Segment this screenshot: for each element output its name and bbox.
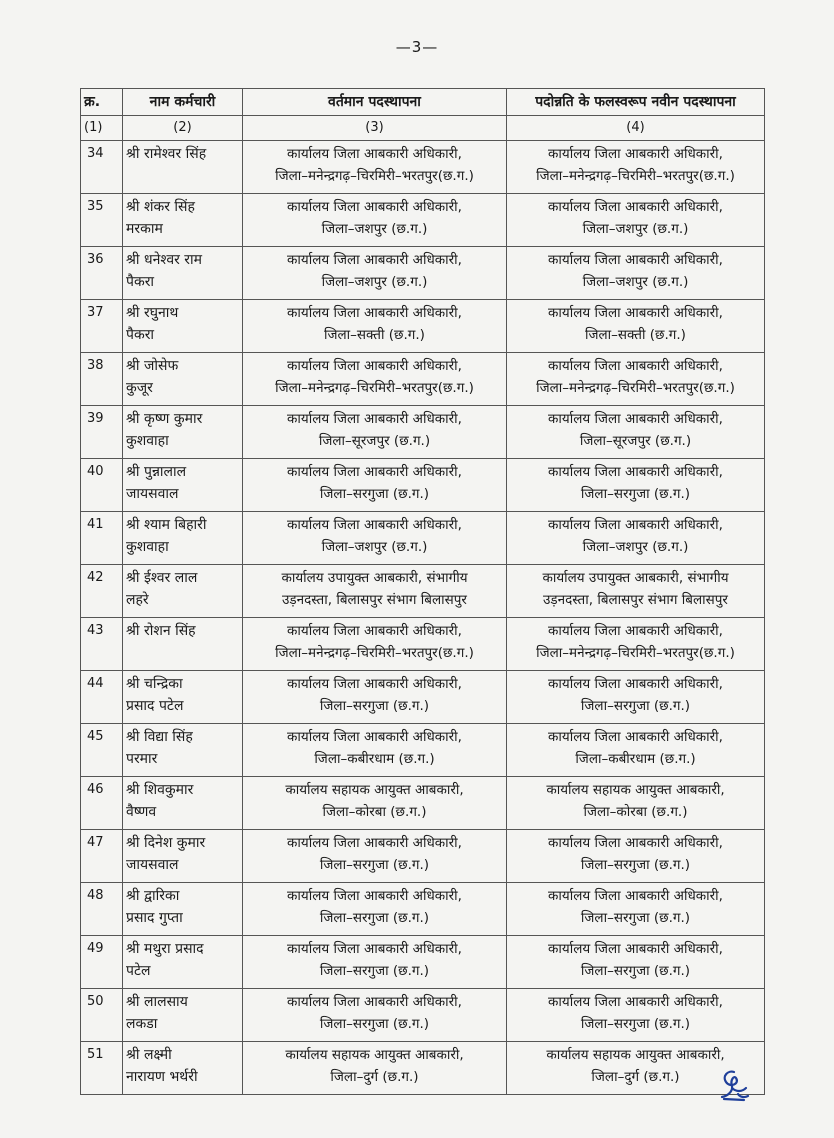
cell-line: जिला–दुर्ग (छ.ग.) bbox=[591, 1069, 680, 1085]
current-posting-cell bbox=[243, 406, 507, 459]
current-posting-cell bbox=[243, 141, 507, 194]
cell-line: जिला–सरगुजा (छ.ग.) bbox=[319, 857, 430, 873]
current-posting-cell bbox=[243, 830, 507, 883]
employee-name-cell bbox=[123, 724, 243, 777]
cell-line: जिला–सरगुजा (छ.ग.) bbox=[580, 857, 691, 873]
employee-name-cell bbox=[123, 459, 243, 512]
table-row bbox=[81, 671, 765, 724]
cell-line: श्री विद्या सिंह bbox=[126, 729, 193, 745]
cell-line: श्री लालसाय bbox=[126, 994, 188, 1010]
current-posting-cell bbox=[243, 989, 507, 1042]
serial-number-cell: 43 bbox=[81, 618, 123, 671]
new-posting-cell bbox=[507, 883, 765, 936]
cell-line: कार्यालय सहायक आयुक्त आबकारी, bbox=[546, 782, 725, 798]
cell-line: कार्यालय जिला आबकारी अधिकारी, bbox=[548, 729, 723, 745]
cell-line: कार्यालय जिला आबकारी अधिकारी, bbox=[287, 305, 462, 321]
table-row bbox=[81, 141, 765, 194]
table-header-row bbox=[81, 89, 765, 116]
cell-line: श्री रघुनाथ bbox=[126, 305, 179, 321]
cell-line: कार्यालय जिला आबकारी अधिकारी, bbox=[287, 411, 462, 427]
cell-line: जिला–जशपुर (छ.ग.) bbox=[582, 274, 689, 290]
cell-line: श्री रोशन सिंह bbox=[126, 623, 196, 639]
cell-line: जिला–सरगुजा (छ.ग.) bbox=[580, 963, 691, 979]
employee-name-cell bbox=[123, 353, 243, 406]
cell-line: कार्यालय जिला आबकारी अधिकारी, bbox=[548, 199, 723, 215]
serial-number-cell: 35 bbox=[81, 194, 123, 247]
cell-line: कार्यालय जिला आबकारी अधिकारी, bbox=[548, 252, 723, 268]
serial-number-cell: 50 bbox=[81, 989, 123, 1042]
signature-mark bbox=[714, 1066, 754, 1108]
cell-line: कार्यालय जिला आबकारी अधिकारी, bbox=[287, 464, 462, 480]
serial-number-cell: 48 bbox=[81, 883, 123, 936]
employee-name-cell bbox=[123, 406, 243, 459]
cell-line: जिला–सूरजपुर (छ.ग.) bbox=[318, 433, 431, 449]
cell-line: जिला–मनेन्द्रगढ़–चिरमिरी–भरतपुर(छ.ग.) bbox=[275, 645, 474, 661]
cell-line: कार्यालय जिला आबकारी अधिकारी, bbox=[287, 146, 462, 162]
column-number: (3) bbox=[243, 116, 507, 141]
cell-line: जायसवाल bbox=[126, 857, 179, 873]
current-posting-cell bbox=[243, 724, 507, 777]
table-row bbox=[81, 830, 765, 883]
cell-line: प्रसाद पटेल bbox=[126, 698, 184, 714]
table-row bbox=[81, 512, 765, 565]
new-posting-cell bbox=[507, 671, 765, 724]
cell-line: लहरे bbox=[126, 592, 149, 608]
cell-line: कार्यालय सहायक आयुक्त आबकारी, bbox=[546, 1047, 725, 1063]
signature-icon bbox=[714, 1066, 754, 1104]
new-posting-cell bbox=[507, 353, 765, 406]
cell-line: वैष्णव bbox=[126, 804, 157, 820]
cell-line: श्री श्याम बिहारी bbox=[126, 517, 207, 533]
cell-line: जिला–जशपुर (छ.ग.) bbox=[582, 221, 689, 237]
cell-line: जिला–जशपुर (छ.ग.) bbox=[321, 539, 428, 555]
column-number: (1) bbox=[81, 116, 123, 141]
current-posting-cell bbox=[243, 883, 507, 936]
serial-number-cell: 51 bbox=[81, 1042, 123, 1095]
cell-line: जिला–मनेन्द्रगढ़–चिरमिरी–भरतपुर(छ.ग.) bbox=[536, 380, 735, 396]
cell-line: कार्यालय जिला आबकारी अधिकारी, bbox=[548, 305, 723, 321]
cell-line: कार्यालय जिला आबकारी अधिकारी, bbox=[287, 358, 462, 374]
employee-name-cell bbox=[123, 777, 243, 830]
table-row bbox=[81, 1042, 765, 1095]
cell-line: श्री लक्ष्मी bbox=[126, 1047, 172, 1063]
new-posting-cell bbox=[507, 141, 765, 194]
cell-line: पैकरा bbox=[126, 327, 155, 343]
cell-line: जिला–सक्ती (छ.ग.) bbox=[324, 327, 425, 343]
cell-line: जिला–कोरबा (छ.ग.) bbox=[322, 804, 427, 820]
cell-line: जिला–दुर्ग (छ.ग.) bbox=[330, 1069, 419, 1085]
cell-line: जिला–जशपुर (छ.ग.) bbox=[582, 539, 689, 555]
table-row bbox=[81, 300, 765, 353]
cell-line: कार्यालय जिला आबकारी अधिकारी, bbox=[548, 835, 723, 851]
cell-line: कार्यालय जिला आबकारी अधिकारी, bbox=[287, 199, 462, 215]
employee-name-cell bbox=[123, 194, 243, 247]
current-posting-cell bbox=[243, 1042, 507, 1095]
cell-line: कार्यालय जिला आबकारी अधिकारी, bbox=[548, 517, 723, 533]
cell-line: कार्यालय जिला आबकारी अधिकारी, bbox=[548, 358, 723, 374]
header-serial: क्र. bbox=[81, 89, 123, 116]
cell-line: जिला–कोरबा (छ.ग.) bbox=[583, 804, 688, 820]
current-posting-cell bbox=[243, 565, 507, 618]
cell-line: उड़नदस्ता, बिलासपुर संभाग बिलासपुर bbox=[543, 592, 728, 608]
cell-line: श्री पुन्नालाल bbox=[126, 464, 187, 480]
cell-line: जिला–मनेन्द्रगढ़–चिरमिरी–भरतपुर(छ.ग.) bbox=[536, 645, 735, 661]
new-posting-cell bbox=[507, 300, 765, 353]
table-row bbox=[81, 194, 765, 247]
table-body bbox=[81, 141, 765, 1095]
column-number: (4) bbox=[507, 116, 765, 141]
cell-line: कार्यालय जिला आबकारी अधिकारी, bbox=[287, 888, 462, 904]
new-posting-cell bbox=[507, 936, 765, 989]
cell-line: नारायण भर्थरी bbox=[126, 1069, 198, 1085]
cell-line: जिला–सरगुजा (छ.ग.) bbox=[319, 910, 430, 926]
new-posting-cell bbox=[507, 247, 765, 300]
cell-line: कुशवाहा bbox=[126, 433, 169, 449]
table-row bbox=[81, 936, 765, 989]
serial-number-cell: 40 bbox=[81, 459, 123, 512]
cell-line: कार्यालय जिला आबकारी अधिकारी, bbox=[287, 941, 462, 957]
employee-name-cell bbox=[123, 936, 243, 989]
cell-line: जिला–सरगुजा (छ.ग.) bbox=[319, 698, 430, 714]
serial-number-cell: 36 bbox=[81, 247, 123, 300]
employee-name-cell bbox=[123, 671, 243, 724]
table-row bbox=[81, 989, 765, 1042]
cell-line: जायसवाल bbox=[126, 486, 179, 502]
table-row bbox=[81, 618, 765, 671]
cell-line: जिला–सरगुजा (छ.ग.) bbox=[580, 486, 691, 502]
table-row bbox=[81, 724, 765, 777]
header-current-posting: वर्तमान पदस्थापना bbox=[243, 89, 507, 116]
cell-line: कार्यालय सहायक आयुक्त आबकारी, bbox=[285, 782, 464, 798]
cell-line: कार्यालय जिला आबकारी अधिकारी, bbox=[287, 676, 462, 692]
table-row bbox=[81, 883, 765, 936]
new-posting-cell bbox=[507, 406, 765, 459]
cell-line: कार्यालय जिला आबकारी अधिकारी, bbox=[548, 941, 723, 957]
page-number: —3— bbox=[395, 38, 439, 56]
header-employee-name: नाम कर्मचारी bbox=[123, 89, 243, 116]
employee-name-cell bbox=[123, 300, 243, 353]
employee-name-cell bbox=[123, 247, 243, 300]
cell-line: कार्यालय उपायुक्त आबकारी, संभागीय bbox=[542, 570, 729, 586]
cell-line: जिला–जशपुर (छ.ग.) bbox=[321, 221, 428, 237]
cell-line: कार्यालय जिला आबकारी अधिकारी, bbox=[287, 729, 462, 745]
cell-line: उड़नदस्ता, बिलासपुर संभाग बिलासपुर bbox=[282, 592, 467, 608]
cell-line: श्री द्वारिका bbox=[126, 888, 180, 904]
cell-line: प्रसाद गुप्ता bbox=[126, 910, 183, 926]
current-posting-cell bbox=[243, 459, 507, 512]
cell-line: कार्यालय जिला आबकारी अधिकारी, bbox=[548, 464, 723, 480]
current-posting-cell bbox=[243, 194, 507, 247]
cell-line: कार्यालय जिला आबकारी अधिकारी, bbox=[287, 252, 462, 268]
new-posting-cell bbox=[507, 724, 765, 777]
cell-line: श्री ईश्वर लाल bbox=[126, 570, 198, 586]
cell-line: कार्यालय जिला आबकारी अधिकारी, bbox=[548, 411, 723, 427]
current-posting-cell bbox=[243, 247, 507, 300]
cell-line: जिला–मनेन्द्रगढ़–चिरमिरी–भरतपुर(छ.ग.) bbox=[275, 168, 474, 184]
column-number-row bbox=[81, 116, 765, 141]
employee-name-cell bbox=[123, 1042, 243, 1095]
cell-line: जिला–सरगुजा (छ.ग.) bbox=[580, 910, 691, 926]
new-posting-cell bbox=[507, 618, 765, 671]
column-number: (2) bbox=[123, 116, 243, 141]
cell-line: जिला–कबीरधाम (छ.ग.) bbox=[314, 751, 435, 767]
cell-line: कार्यालय सहायक आयुक्त आबकारी, bbox=[285, 1047, 464, 1063]
current-posting-cell bbox=[243, 300, 507, 353]
employee-name-cell bbox=[123, 830, 243, 883]
cell-line: कार्यालय जिला आबकारी अधिकारी, bbox=[548, 623, 723, 639]
cell-line: श्री रामेश्वर सिंह bbox=[126, 146, 207, 162]
employee-name-cell bbox=[123, 141, 243, 194]
serial-number-cell: 46 bbox=[81, 777, 123, 830]
cell-line: श्री मथुरा प्रसाद bbox=[126, 941, 204, 957]
cell-line: श्री चन्द्रिका bbox=[126, 676, 183, 692]
cell-line: श्री दिनेश कुमार bbox=[126, 835, 206, 851]
cell-line: जिला–सरगुजा (छ.ग.) bbox=[580, 698, 691, 714]
cell-line: कार्यालय उपायुक्त आबकारी, संभागीय bbox=[281, 570, 468, 586]
current-posting-cell bbox=[243, 936, 507, 989]
serial-number-cell: 45 bbox=[81, 724, 123, 777]
new-posting-cell bbox=[507, 989, 765, 1042]
cell-line: जिला–जशपुर (छ.ग.) bbox=[321, 274, 428, 290]
employee-name-cell bbox=[123, 618, 243, 671]
cell-line: श्री जोसेफ bbox=[126, 358, 179, 374]
current-posting-cell bbox=[243, 777, 507, 830]
cell-line: कार्यालय जिला आबकारी अधिकारी, bbox=[548, 888, 723, 904]
cell-line: कार्यालय जिला आबकारी अधिकारी, bbox=[548, 146, 723, 162]
cell-line: जिला–सक्ती (छ.ग.) bbox=[585, 327, 686, 343]
cell-line: जिला–सूरजपुर (छ.ग.) bbox=[579, 433, 692, 449]
table-row bbox=[81, 406, 765, 459]
current-posting-cell bbox=[243, 512, 507, 565]
new-posting-cell bbox=[507, 830, 765, 883]
cell-line: पैकरा bbox=[126, 274, 155, 290]
table-row bbox=[81, 459, 765, 512]
cell-line: मरकाम bbox=[126, 221, 163, 237]
current-posting-cell bbox=[243, 671, 507, 724]
new-posting-cell bbox=[507, 194, 765, 247]
serial-number-cell: 41 bbox=[81, 512, 123, 565]
serial-number-cell: 39 bbox=[81, 406, 123, 459]
cell-line: श्री शंकर सिंह bbox=[126, 199, 195, 215]
cell-line: लकडा bbox=[126, 1016, 158, 1032]
new-posting-cell bbox=[507, 459, 765, 512]
cell-line: कुजूर bbox=[126, 380, 153, 396]
cell-line: कार्यालय जिला आबकारी अधिकारी, bbox=[287, 994, 462, 1010]
cell-line: जिला–कबीरधाम (छ.ग.) bbox=[575, 751, 696, 767]
employee-name-cell bbox=[123, 883, 243, 936]
employee-name-cell bbox=[123, 989, 243, 1042]
serial-number-cell: 47 bbox=[81, 830, 123, 883]
cell-line: कार्यालय जिला आबकारी अधिकारी, bbox=[548, 994, 723, 1010]
new-posting-cell bbox=[507, 777, 765, 830]
new-posting-cell bbox=[507, 565, 765, 618]
current-posting-cell bbox=[243, 618, 507, 671]
serial-number-cell: 42 bbox=[81, 565, 123, 618]
cell-line: जिला–मनेन्द्रगढ़–चिरमिरी–भरतपुर(छ.ग.) bbox=[275, 380, 474, 396]
cell-line: परमार bbox=[126, 751, 158, 767]
serial-number-cell: 38 bbox=[81, 353, 123, 406]
serial-number-cell: 34 bbox=[81, 141, 123, 194]
cell-line: जिला–सरगुजा (छ.ग.) bbox=[319, 486, 430, 502]
cell-line: जिला–सरगुजा (छ.ग.) bbox=[580, 1016, 691, 1032]
cell-line: कार्यालय जिला आबकारी अधिकारी, bbox=[287, 835, 462, 851]
table-row bbox=[81, 777, 765, 830]
promotion-posting-table bbox=[80, 88, 765, 1095]
cell-line: जिला–मनेन्द्रगढ़–चिरमिरी–भरतपुर(छ.ग.) bbox=[536, 168, 735, 184]
cell-line: कार्यालय जिला आबकारी अधिकारी, bbox=[287, 623, 462, 639]
cell-line: श्री कृष्ण कुमार bbox=[126, 411, 203, 427]
serial-number-cell: 49 bbox=[81, 936, 123, 989]
employee-name-cell bbox=[123, 512, 243, 565]
cell-line: पटेल bbox=[126, 963, 151, 979]
new-posting-cell bbox=[507, 512, 765, 565]
cell-line: कार्यालय जिला आबकारी अधिकारी, bbox=[287, 517, 462, 533]
cell-line: जिला–सरगुजा (छ.ग.) bbox=[319, 963, 430, 979]
serial-number-cell: 37 bbox=[81, 300, 123, 353]
cell-line: जिला–सरगुजा (छ.ग.) bbox=[319, 1016, 430, 1032]
cell-line: श्री धनेश्वर राम bbox=[126, 252, 203, 268]
table-row bbox=[81, 353, 765, 406]
table-row bbox=[81, 565, 765, 618]
serial-number-cell: 44 bbox=[81, 671, 123, 724]
cell-line: श्री शिवकुमार bbox=[126, 782, 194, 798]
employee-name-cell bbox=[123, 565, 243, 618]
cell-line: कार्यालय जिला आबकारी अधिकारी, bbox=[548, 676, 723, 692]
table-row bbox=[81, 247, 765, 300]
header-new-posting: पदोन्नति के फलस्वरूप नवीन पदस्थापना bbox=[507, 89, 765, 116]
cell-line: कुशवाहा bbox=[126, 539, 169, 555]
current-posting-cell bbox=[243, 353, 507, 406]
